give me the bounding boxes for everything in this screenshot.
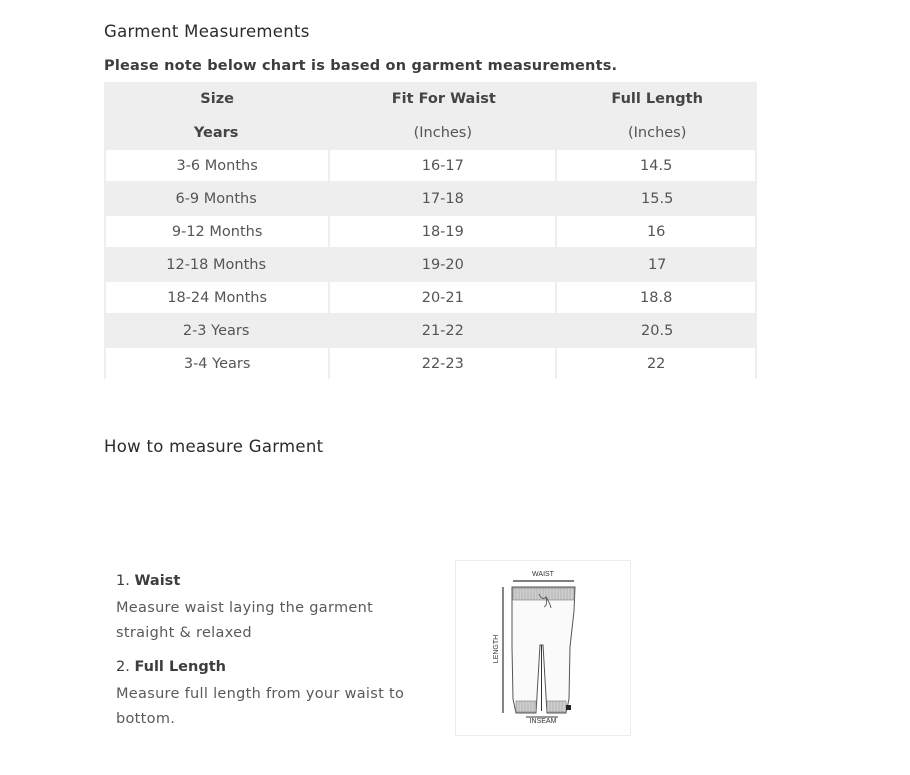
cell-length: 16 (557, 214, 757, 247)
table-row (104, 148, 757, 181)
pants-measurement-diagram (455, 560, 631, 736)
units-size: Years (104, 115, 330, 148)
units-length: (Inches) (557, 115, 757, 148)
item-description: Measure waist laying the garment straight & relaxed (116, 600, 374, 641)
inseam-label: INSEAM (529, 718, 557, 725)
cell-length: 15.5 (557, 181, 757, 214)
item-number: 2. (116, 659, 130, 675)
cell-size: 3-4 Years (104, 346, 330, 379)
cell-length: 22 (557, 346, 757, 379)
measure-instructions (116, 572, 436, 732)
size-chart-table (104, 82, 757, 379)
cell-size: 3-6 Months (104, 148, 330, 181)
table-header-row (104, 82, 757, 115)
cell-waist: 16-17 (330, 148, 557, 181)
table-row (104, 181, 757, 214)
item-label: Full Length (134, 659, 226, 675)
header-size: Size (104, 82, 330, 115)
cell-waist: 21-22 (330, 313, 557, 346)
cell-waist: 22-23 (330, 346, 557, 379)
measure-item-waist (116, 572, 436, 646)
units-row (104, 115, 757, 148)
item-description: Measure full length from your waist to bottom. (116, 686, 405, 727)
cell-length: 14.5 (557, 148, 757, 181)
brand-tag (566, 705, 571, 710)
cell-length: 17 (557, 247, 757, 280)
garment-measurements-title: Garment Measurements (104, 22, 310, 41)
length-label: LENGTH (493, 634, 500, 664)
cell-waist: 17-18 (330, 181, 557, 214)
cell-size: 12-18 Months (104, 247, 330, 280)
table-row (104, 346, 757, 379)
table-row (104, 247, 757, 280)
table-row (104, 214, 757, 247)
chart-note: Please note below chart is based on garment measurements. (104, 58, 618, 74)
cell-size: 2-3 Years (104, 313, 330, 346)
header-fit-for-waist: Fit For Waist (330, 82, 557, 115)
cell-waist: 19-20 (330, 247, 557, 280)
header-full-length: Full Length (557, 82, 757, 115)
units-waist: (Inches) (330, 115, 557, 148)
cell-waist: 18-19 (330, 214, 557, 247)
how-to-measure-title: How to measure Garment (104, 437, 324, 456)
cell-waist: 20-21 (330, 280, 557, 313)
item-label: Waist (134, 573, 181, 589)
cell-length: 18.8 (557, 280, 757, 313)
cell-size: 18-24 Months (104, 280, 330, 313)
pants-diagram-svg (456, 561, 630, 735)
table-row (104, 280, 757, 313)
waist-label: WAIST (532, 571, 554, 578)
cell-size: 6-9 Months (104, 181, 330, 214)
cell-length: 20.5 (557, 313, 757, 346)
cell-size: 9-12 Months (104, 214, 330, 247)
pants-outline (512, 587, 575, 713)
measure-item-full-length (116, 658, 436, 732)
table-row (104, 313, 757, 346)
item-number: 1. (116, 573, 130, 589)
